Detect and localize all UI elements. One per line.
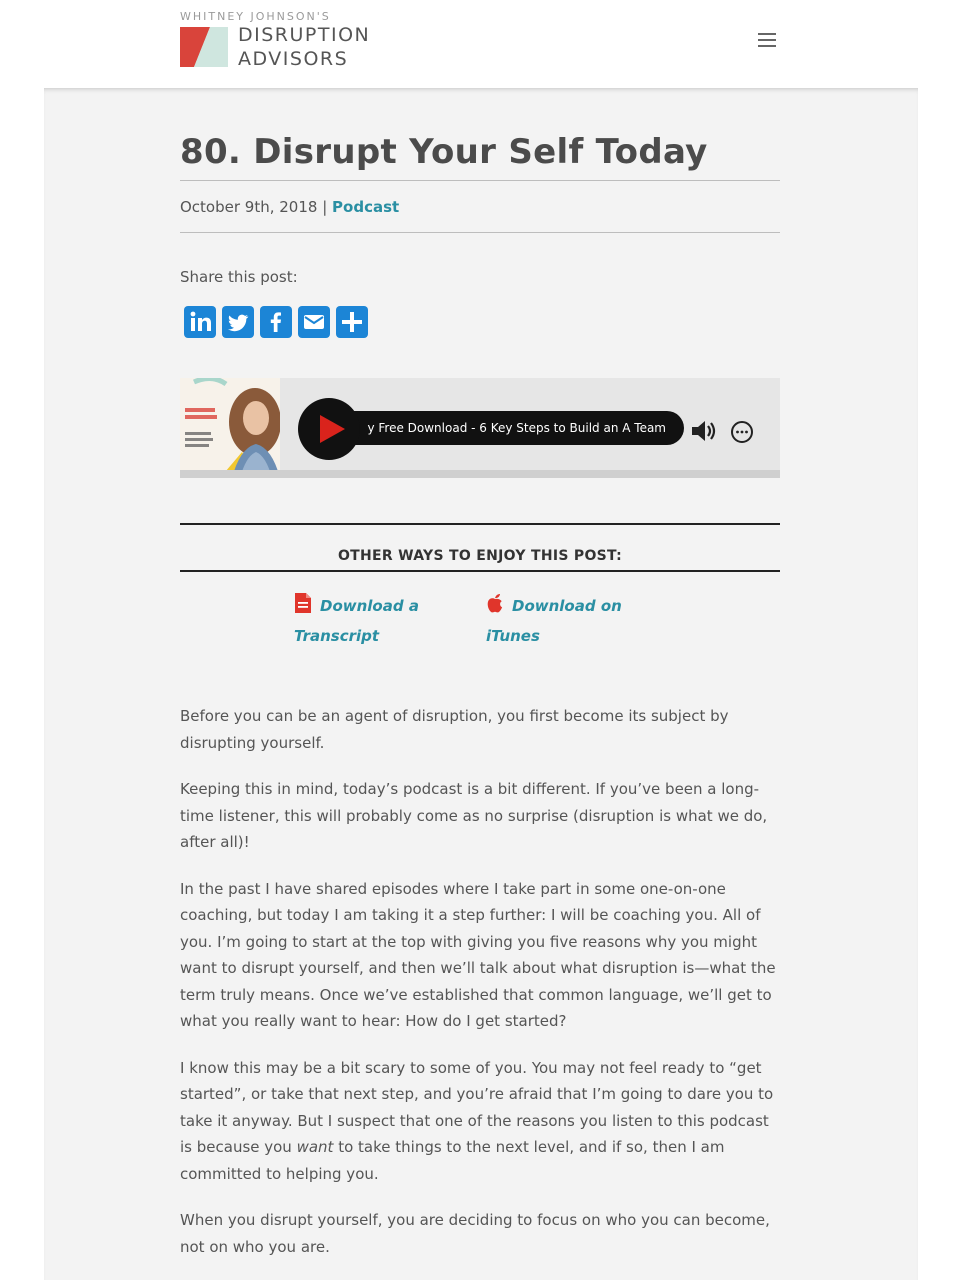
share-buttons xyxy=(184,306,374,338)
download-itunes-link[interactable] xyxy=(486,592,646,650)
post-meta xyxy=(180,198,399,216)
site-logo[interactable] xyxy=(180,10,400,74)
email-share-button[interactable] xyxy=(298,306,330,338)
apple-icon xyxy=(486,592,504,614)
meta-divider xyxy=(180,232,780,233)
linkedin-icon xyxy=(184,306,216,338)
body-paragraph-4-b: to take things to the next level, and if so, then I am committed to helping you. xyxy=(180,1138,725,1183)
meta-separator: | xyxy=(317,198,333,216)
post-title: 80. Disrupt Your Self Today xyxy=(180,132,708,172)
facebook-share-button[interactable] xyxy=(260,306,292,338)
cover-art-image xyxy=(180,378,280,478)
logo-line-advisors: ADVISORS xyxy=(238,48,349,70)
track-title-bar[interactable]: y Free Download - 6 Key Steps to Build an A Team xyxy=(340,411,684,445)
transcript-line2: Transcript xyxy=(294,627,380,645)
enjoy-bottom-divider xyxy=(180,570,780,572)
body-paragraph-4 xyxy=(180,1055,780,1188)
play-button[interactable] xyxy=(298,398,360,460)
share-label: Share this post: xyxy=(180,268,298,286)
play-icon xyxy=(298,398,360,460)
twitter-icon xyxy=(222,306,254,338)
more-options-icon[interactable] xyxy=(730,420,754,444)
hamburger-menu-icon[interactable] xyxy=(758,33,776,47)
player-progress-track[interactable] xyxy=(180,470,780,478)
post-date: October 9th, 2018 xyxy=(180,198,318,216)
title-divider xyxy=(180,180,780,181)
download-transcript-link[interactable] xyxy=(294,592,444,650)
itunes-line1: Download on xyxy=(512,597,622,615)
enjoy-top-divider xyxy=(180,523,780,525)
post-category-link[interactable]: Podcast xyxy=(332,198,400,216)
volume-icon[interactable] xyxy=(690,418,718,444)
itunes-line2: iTunes xyxy=(486,627,540,645)
site-header xyxy=(0,0,960,88)
body-paragraph-2: Keeping this in mind, today’s podcast is a bit different. If you’ve been a long-time listener, this will probably come as no surprise (disruption is what we do, after all)! xyxy=(180,780,768,851)
more-share-button[interactable] xyxy=(336,306,368,338)
body-paragraph-4-emphasis: want xyxy=(296,1138,334,1156)
body-paragraph-1: Before you can be an agent of disruption, you first become its subject by disrupting yourself. xyxy=(180,707,729,752)
body-paragraph-3: In the past I have shared episodes where I take part in some one-on-one coaching, but today I am taking it a step further: I will be coaching you. All of you. I’m going to start at the top with giving you five reasons why you might want to disrupt yourself, and then we’ll talk about what disruption is—what the term truly means. Once we’ve established that common language, we’ll get to what you really want to hear: How do I get started? xyxy=(180,879,776,1030)
twitter-share-button[interactable] xyxy=(222,306,254,338)
body-paragraph-4-a: I know this may be a bit scary to some of you. You may not feel ready to “get started”, or take that next step, and you’re afraid that I’m going to dare you to take it anyway. But I suspect that one of the reasons you listen to this podcast is because you xyxy=(180,1058,774,1156)
podcast-player xyxy=(180,378,780,478)
body-paragraph-5: When you disrupt yourself, you are deciding to focus on who you can become, not on who you are. xyxy=(180,1211,770,1256)
logo-line-disruption: DISRUPTION xyxy=(238,24,371,46)
transcript-line1: Download a xyxy=(320,597,419,615)
linkedin-share-button[interactable] xyxy=(184,306,216,338)
email-icon xyxy=(298,306,330,338)
plus-icon xyxy=(336,306,368,338)
pdf-file-icon xyxy=(294,592,312,614)
logo-tagline: WHITNEY JOHNSON'S xyxy=(180,10,331,23)
facebook-icon xyxy=(260,306,292,338)
post-body xyxy=(180,703,780,1280)
other-ways-heading: OTHER WAYS TO ENJOY THIS POST: xyxy=(337,548,623,564)
podcast-cover-art xyxy=(180,378,280,478)
logo-mark-icon xyxy=(180,27,228,67)
